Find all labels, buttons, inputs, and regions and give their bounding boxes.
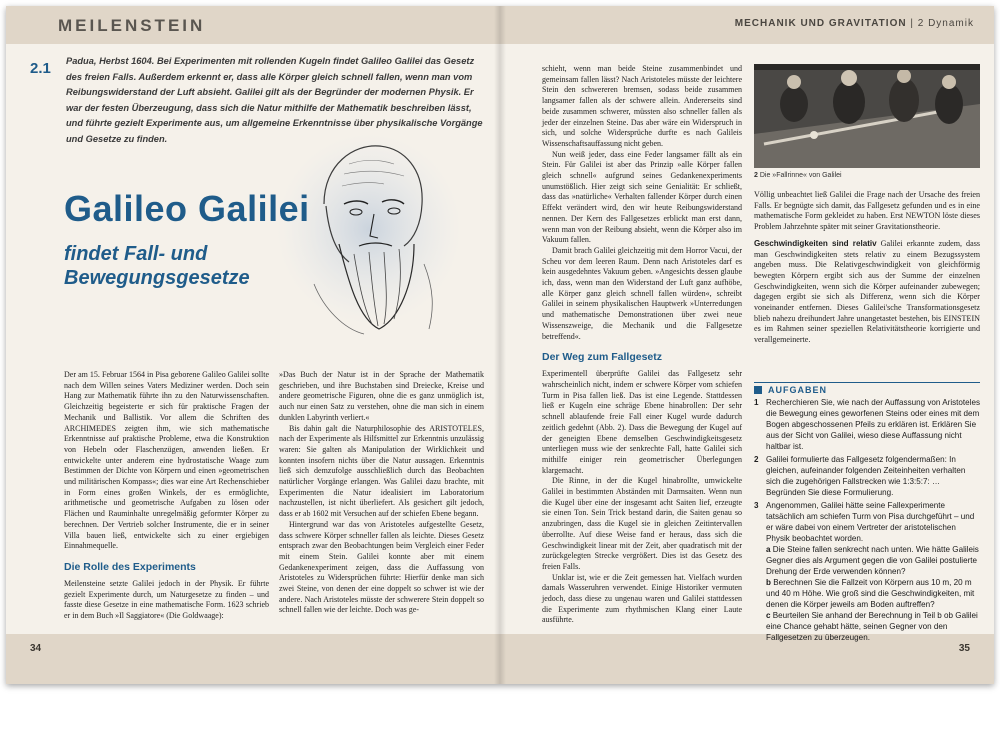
task-item	[754, 397, 980, 452]
figure-number: 2	[754, 172, 758, 179]
book-spread	[6, 6, 994, 684]
column-2	[279, 370, 484, 616]
task-item	[754, 454, 980, 498]
quote-paragraph: »Das Buch der Natur ist in der Sprache der Mathematik geschrieben, und ihre Buchstaben sind Dreiecke, Kreise und andere geometrische Figuren, ohne die es ganz unmöglich ist, auch nur einen Satz zu verstehen, ohne die man sich in einem dunklen Labyrinth verliert.«	[279, 370, 484, 422]
figure-caption	[754, 172, 842, 179]
task-text: Galilei formulierte das Fallgesetz folgendermaßen: In gleichen, aufeinander folgenden Zeiteinheiten verhalten sich die zugehörigen Fallstrecken wie 1:3:5:7: … Begründen Sie diese Formulierung.	[766, 455, 966, 497]
paragraph: schieht, wenn man beide Steine zusammenbindet und gemeinsam fallen lässt? Nach Aristoteles müsste der leichtere Stein den schwereren bremsen, sodass beide zusammen langsamer fallen als der schwere allein. Andererseits sind beide zusammen schwerer, müssten also schneller fallen als jeder der einzelnen Steine. Das aber wäre ein Widerspruch in sich, und solche Widersprüche durfte es nach Galileis Wissenschaftsauffassung nicht geben.	[542, 64, 742, 148]
task-number: 1	[754, 398, 759, 407]
figure-caption-text: Die »Fallrinne« von Galilei	[759, 172, 842, 179]
subheading: Die Rolle des Experiments	[64, 560, 196, 573]
subtask-letter: b	[766, 578, 771, 587]
running-head-right	[735, 18, 974, 29]
subtask-text: Beurteilen Sie anhand der Berechnung in Teil b ob Galilei eine Chance gehabt hätte, seinen Gegner von den Fallgesetzen zu überzeugen.	[766, 611, 978, 642]
section-number: 2.1	[30, 60, 51, 77]
paragraph: Bis dahin galt die Naturphilosophie des ARISTOTELES, nach der Experimente als Hilfsmittel zur Erkenntnis unzulässig waren: Sie galten als Manipulation der Wirklichkeit und konnten insofern nichts über die Natur aussagen. Erkenntnis ließ sich demzufolge ausschließlich durch das Beobachten natürlicher Vorgänge erlangen. Was Galilei dazu brachte, mit Experimenten die Natur idealisiert im Laboratorium nachzustellen, ist nicht überliefert. Als gesichert gilt jedoch, dass er ab 1602 mit Versuchen auf der schiefen Ebene begann.	[279, 423, 484, 519]
paragraph: Völlig unbeachtet ließ Galilei die Frage nach der Ursache des freien Falls. Er begnügte sich damit, das Fallgesetz gefunden und es in eine mathematische Form gekleidet zu haben. Erst NEWTON löste dieses Problem Jahrzehnte später mit seiner Gravitationstheorie.	[754, 190, 980, 232]
aufgaben-title: AUFGABEN	[768, 385, 827, 395]
column-4	[754, 190, 980, 346]
fallrinne-engraving-image	[754, 64, 980, 168]
task-item	[754, 500, 980, 544]
subtask-item	[754, 610, 980, 643]
paragraph: Damit brach Galilei gleichzeitig mit dem Horror Vacui, der Scheu vor dem leeren Raum. Denn nach Aristoteles darf es kein ausgedehntes Vakuum geben. »Angesichts dessen glaube ich, dass, wenn man den Widerstand der Luft ganz aufhöbe, alle Körper ganz gleich schnell fallen würden«, schreibt Galilei in seinem physikalischen Hauptwerk »Unterredungen und mathematische Demonstrationen über zwei neue Wissenszweige, die Mechanik und die Fallgesetze betreffend«.	[542, 245, 742, 341]
paragraph: Der am 15. Februar 1564 in Pisa geborene Galileo Galilei sollte nach dem Willen seines Vaters Mediziner werden. Doch sein Hang zur Mathematik führte ihn zu den Naturwissenschaften. Gleichzeitig begeisterte er sich für praktische Fragen der Mechanik und Ballistik. Vor allem die Schriften des ARCHIMEDES zeigten ihm, wie sich mathematische Erkenntnisse auf praktische Probleme, etwa die Konstruktion von Hebeln oder Flaschenzügen, anwenden ließen. Er entwickelte unter anderem eine hydrostatische Waage zum Bestimmen der Dichte von Körpern und einen »geometrischen und militärischen Kompass«; dies war eine Art Rechenschieber in Form eines großen Winkels, der es ermöglichte, arithmetische und geometrische Aufgaben zu lösen oder Flächen und Rauminhalte unregelmäßig geformter Körper zu berechnen. Der Vertrieb solcher Instrumente, die er in seiner Villa bauen ließ, entwickelte sich zu einer ergiebigen Einnahmequelle.	[64, 370, 269, 551]
subtask-text: Berechnen Sie die Fallzeit von Körpern aus 10 m, 20 m und 40 m Höhe. Wie groß sind die Geschwindigkeiten, mit denen die Körper jeweils am Boden auftreffen?	[766, 578, 975, 609]
side-heading: Geschwindigkeiten sind relativ	[754, 238, 877, 248]
aufgaben-box	[754, 382, 980, 643]
subtask-item	[754, 577, 980, 610]
paragraph: Meilensteine setzte Galilei jedoch in der Physik. Er führte gezielt Experimente durch, um Naturgesetze zu finden – und fasste diese Gesetze in eine mathematische Form. 1623 schrieb er in dem Buch »Il Saggiatore« (Die Goldwaage):	[64, 578, 269, 621]
subtask-item	[754, 544, 980, 577]
running-head: MEILENSTEIN	[58, 16, 206, 35]
subtask-letter: c	[766, 611, 771, 620]
paragraph-text: Galilei erkannte zudem, dass man Geschwindigkeiten stets relativ zu einem Bezugssystem angeben muss. Die Relativgeschwindigkeit von gleichförmig bewegten Körpern ergibt sich aus der Summe der einzelnen Geschwindigkeiten, wenn sich die Körper aufeinander zubewegen; dagegen ergibt sie sich als Differenz, wenn sich die Körper voneinander entfernen. Dieses Galilei'sche Transformationsgesetz blieb nahezu dreihundert Jahre unangetastet bestehen, bis EINSTEIN es im Rahmen seiner speziellen Relativitätstheorie korrigierte und verallgemeinerte.	[754, 238, 980, 345]
aufgaben-header	[754, 382, 980, 395]
column-1	[64, 370, 269, 622]
paragraph: Hintergrund war das von Aristoteles aufgestellte Gesetz, dass schwere Körper schneller fallen als leichte. Dieses Gesetz entsprach zwar den Beobachtungen beim Vergleich einer Feder mit einem Stein. Galilei konnte aber mit einem Gedankenexperiment zeigen, dass die Auffassung von Aristoteles zu Widersprüchen führte: Hierfür denke man sich zwei Steine, von denen der eine doppelt so schwer ist wie der andere. Nach Aristoteles müsste der schwerere Stein doppelt so schnell fallen wie der leichte. Doch was ge-	[279, 519, 484, 615]
page-number-left: 34	[30, 643, 42, 654]
left-page	[6, 6, 500, 684]
subtask-text: Die Steine fallen senkrecht nach unten. Wie hätte Galileis Gegner dies als Argument gegen die von Galilei postulierte Drehung der Erde verwenden können?	[766, 545, 979, 576]
bottom-band	[6, 634, 500, 684]
article-subtitle: findet Fall- und Bewegungsgesetze	[64, 243, 250, 289]
paragraph: Nun weiß jeder, dass eine Feder langsamer fällt als ein Stein. Für Galilei ist aber das Prinzip »alle Körper fallen gleich schnell« aufgrund seines Gedankenexperiments unumstößlich. Hier zeigt sich seine Genialität: Er schließt, dass das »natürliche« Verhalten fallender Körper durch einen Effekt verändert wird, den wir heute Reibungswiderstand nennen. Der Kern des Fallgesetzes erblickt man erst dann, wenn man von der Reibung absieht, wenn die Körper also im Vakuum fallen.	[542, 149, 742, 245]
article-title: Galileo Galilei	[64, 188, 310, 229]
lead-paragraph: Padua, Herbst 1604. Bei Experimenten mit rollenden Kugeln findet Galileo Galilei das Gesetz des freien Falls. Außerdem erkennt er, dass alle Körper gleich schnell fallen, wenn man vom Reibungswiderstand der Luft absieht. Galilei gilt als der Begründer der modernen Physik. Er war der festen Überzeugung, dass sich die Natur mithilfe der Mathematik beschreiben lässt, und führte gezielt Experimente aus, um allgemeine Erkenntnisse über physikalische Vorgänge und Gesetze zu finden.	[66, 56, 483, 144]
paragraph-relativity	[754, 239, 980, 346]
paragraph: Unklar ist, wie er die Zeit gemessen hat. Vielfach wurden damals Wasseruhren verwendet. Einige Historiker vermuten jedoch, dass diese zu ungenau waren und Galilei stattdessen die Experimente zum rhythmischen Klang einer Laute ausführte.	[542, 572, 742, 625]
page-number-right: 35	[958, 643, 970, 654]
square-bullet-icon	[754, 386, 762, 394]
task-text: Angenommen, Galilei hätte seine Fallexperimente tatsächlich am schiefen Turm von Pisa durchgeführt – und er wäre dabei von einem Vertreter der aristotelischen Physik beobachtet worden.	[766, 501, 975, 543]
task-number: 3	[754, 501, 759, 510]
chapter-label: MECHANIK UND GRAVITATION	[734, 18, 907, 29]
task-text: Recherchieren Sie, wie nach der Auffassung von Aristoteles die Bewegung eines geworfenen Steins oder eines mit dem Bogen abgeschossenen Pfeils zu erklären ist. Erklären Sie aus der Sicht von Galilei, wieso diese Auffassung nicht haltbar ist.	[766, 398, 981, 451]
gutter-shadow	[494, 6, 506, 684]
subchapter-label: 2 Dynamik	[917, 18, 974, 29]
column-3	[542, 64, 742, 626]
subheading: Der Weg zum Fallgesetz	[542, 351, 663, 364]
paragraph: Die Rinne, in der die Kugel hinabrollte, umwickelte Galilei in bestimmten Abständen mit Darmsaiten. Wenn nun die Kugel über eine der insgesamt acht Saiten lief, erzeugte sie einen Ton. Sein Trick bestand darin, die Saiten genau so anzubringen, dass die Kugel sie in gleichen Zeitintervallen überrollte. Auf diese Weise fand er heraus, dass sich die Geschwindigkeit linear mit der Zeit, aber quadratisch mit der zurückgelegten Strecke vergrößert. Dies ist das Gesetz des freien Falls.	[542, 476, 742, 571]
paragraph: Experimentell überprüfte Galilei das Fallgesetz sehr wahrscheinlich nicht, indem er schwere Körper vom schiefen Turm in Pisa fallen ließ. Das ist eine Legende. Stattdessen ließ er Kugeln eine schräge Ebene hinabrollen: Der sehr schnell ablaufende freie Fall einer Kugel wurde dadurch zeitlich gedehnt (Abb. 2). Dass die Bewegung der Kugel auf der geneigten Ebene demselben Geschwindigkeitsgesetz unterliegen muss wie der senkrechte Fall, hatte Galilei sich mithilfe einiger rein geometrischer Überlegungen klargemacht.	[542, 369, 742, 475]
subtask-letter: a	[766, 545, 771, 554]
separator: |	[910, 18, 914, 29]
task-number: 2	[754, 455, 759, 464]
galilei-portrait-illustration	[254, 134, 464, 339]
